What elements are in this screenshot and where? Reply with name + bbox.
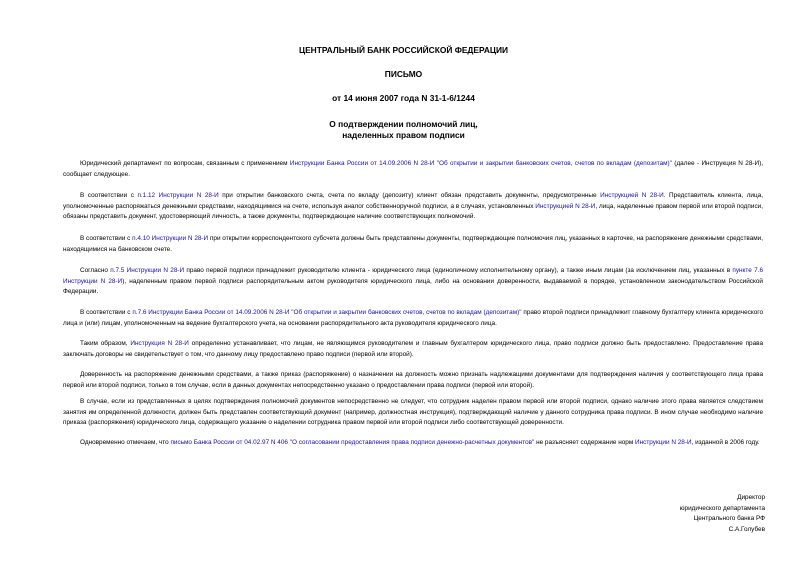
link-letter-406[interactable]: письмо Банка России от 04.02.97 N 406 "О согласовании предоставления права подписи денежно-расчетных документов"	[170, 439, 535, 446]
link-p-1-12[interactable]: п.1.12 Инструкции N 28-И	[137, 192, 219, 199]
doc-title-line-2: наделенных правом подписи	[342, 130, 465, 140]
text: при открытии банковского счета, счета по вкладу (депозиту) клиент обязан представить документы, предусмотренные	[218, 192, 601, 199]
text: В соответствии с	[80, 309, 133, 316]
link-p-7-6-instruction[interactable]: п.7.6 Инструкции Банка России от 14.09.2006 N 28-И "Об открытии и закрытии банковских счетов, счетов по вкладам (депозитам)"	[132, 309, 522, 316]
signature-block	[680, 493, 765, 535]
signature-name: С.А.Голубев	[728, 525, 765, 533]
link-instruction-28i[interactable]: Инструкцией N 28-И	[535, 202, 596, 210]
link-p-4-10[interactable]: п.4.10 Инструкции N 28-И	[132, 235, 209, 242]
link-instruction-28i[interactable]: Инструкция N 28-И	[130, 340, 189, 347]
doc-type: ПИСЬМО	[384, 69, 423, 79]
text: Юридический департамент по вопросам, связанным с применением	[80, 160, 290, 167]
text: Таким образом,	[80, 340, 131, 347]
text: не разъясняет содержание норм	[534, 439, 636, 446]
paragraph-6	[63, 339, 763, 360]
text: Согласно	[80, 267, 111, 274]
link-p-7-6[interactable]: пункте 7.6 Инструкции N 28-И	[63, 267, 763, 285]
doc-date-number: от 14 июня 2007 года N 31-1-6/1244	[332, 93, 475, 103]
text: Доверенность на распоряжение денежными средствами, а также приказ (распоряжение) о назначении на должность можно признать надлежащими документами для подтверждения наличия у соответствующего лица права первой или второй подписи, только в том случае, если в данных документах непосредственно указано о предоставлении права подписи (первой или второй).	[63, 371, 763, 389]
text: В случае, если из представленных в целях подтверждения полномочий документов непосредственно не следует, что сотрудник наделен правом первой или второй подписи, однако наличие этого права является следствием занятия им определенной должности, должен быть представлен соответствующий документ (например, должностная инструкция), подтверждающий наличие у данного сотрудника права подписи. В ином случае необходимо наличие приказа (распоряжения) юридического лица, содержащего указание о наделении сотрудника правом первой или второй подписи либо соответствующей доверенности.	[63, 398, 763, 427]
text: ), наделенным правом первой подписи распорядительным актом руководителя юридического лица, либо на основании доверенности, выдаваемой в порядке, установленном законодательством Российской Федерации.	[63, 277, 763, 296]
paragraph-2	[63, 191, 763, 223]
text: , лица, наделенные правом первой или второй подписи, обязаны представить документ, удостоверяющий личность, а также документы, подтверждающие наличие соответствующих полномочий.	[63, 202, 763, 221]
text: В соответствии с	[80, 235, 133, 242]
signature-line: Центрального банка РФ	[693, 515, 765, 523]
text: (далее - Инструкция N 28-И), сообщает следующее.	[63, 160, 763, 178]
paragraph-5	[63, 308, 763, 329]
link-instruction-28i[interactable]: Инструкции N 28-И	[635, 439, 692, 446]
signature-line: Директор	[737, 494, 765, 501]
paragraph-7	[63, 370, 763, 391]
text: определенно устанавливает, что лицам, не являющимся руководителем и главным бухгалтером юридического лица, право подписи должно быть предоставлено. Предоставление права заключать договоры не свидетельствует о том, что данному лицу предоставлено право подписи (первой или второй).	[63, 340, 764, 358]
text: В соответствии с	[80, 192, 138, 199]
text: при открытии корреспондентского субсчета должны быть представлены документы, подтверждающие полномочия лиц, указанных в карточке, на распоряжение денежными средствами, находящимися на банковском счете.	[63, 235, 763, 253]
text: Одновременно отмечаем, что	[80, 439, 171, 446]
text: . Представитель клиента, лица, уполномоченные распоряжаться денежными средствами, находящимися на счете, используя аналог собственноручной подписи, а в случаях, установленных	[63, 192, 763, 210]
text: , изданной в 2006 году.	[691, 439, 760, 446]
link-instruction-28i[interactable]: Инструкции Банка России от 14.09.2006 N 28-И "Об открытии и закрытии банковских счетов, счетов по вкладам (депозитам)"	[289, 160, 672, 167]
link-p-7-5[interactable]: п.7.5 Инструкции N 28-И	[110, 267, 185, 274]
link-instruction-28i[interactable]: Инструкцией N 28-И	[600, 192, 664, 199]
text: право второй подписи принадлежит главному бухгалтеру клиента юридического лица и (или) лицам, уполномоченным на ведение бухгалтерского учета, на основании распорядительного акта руководителя юридического лица.	[63, 309, 763, 327]
paragraph-4	[63, 266, 763, 298]
signature-line: юридического департамента	[679, 504, 765, 512]
paragraph-9	[63, 438, 763, 449]
paragraph-3	[63, 234, 763, 255]
paragraph-1	[63, 159, 763, 180]
org-name: ЦЕНТРАЛЬНЫЙ БАНК РОССИЙСКОЙ ФЕДЕРАЦИИ	[298, 45, 509, 55]
paragraph-8	[63, 397, 763, 429]
doc-title-line-1: О подтверждении полномочий лиц,	[329, 119, 478, 129]
text: право первой подписи принадлежит руководителю клиента - юридического лица (единоличному исполнительному органу), а также иным лицам (за исключением лиц, указанных в	[184, 267, 733, 274]
